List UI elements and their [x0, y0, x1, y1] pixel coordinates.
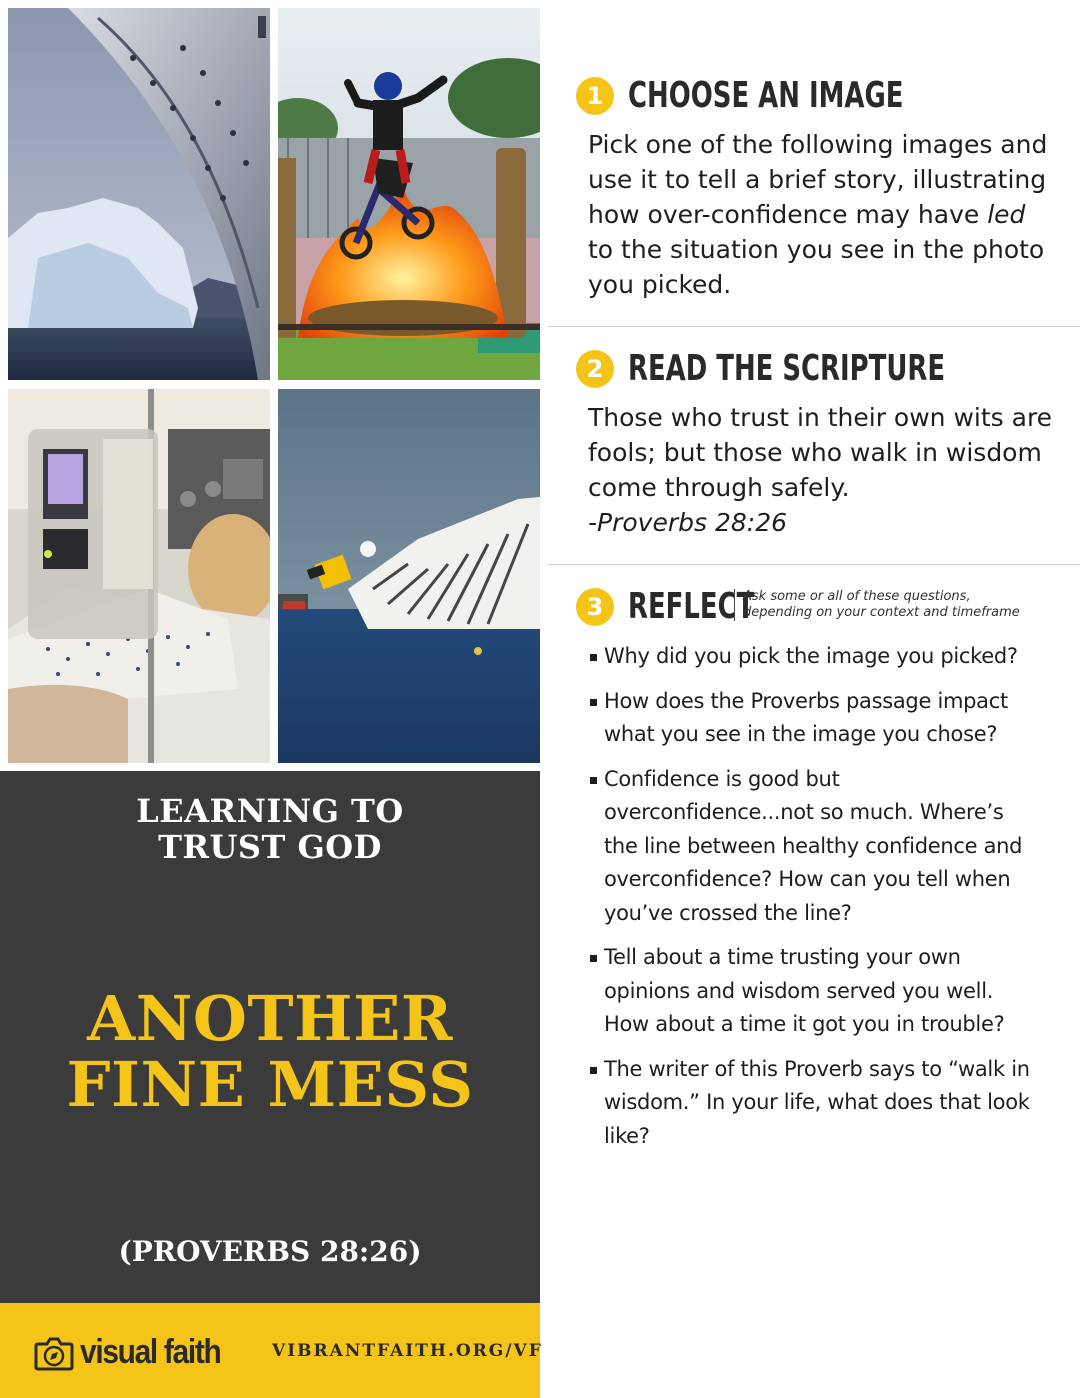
- section-choose-header: [576, 75, 1011, 116]
- capsized-cruise-ship-photo: [278, 389, 540, 763]
- footer: [0, 1303, 543, 1398]
- section-choose-text: [588, 127, 1058, 302]
- section-number-badge: 1: [576, 77, 614, 115]
- main-title: [0, 982, 540, 1121]
- section-scripture-text: [588, 400, 1058, 540]
- logo-text: visual faith: [80, 1333, 221, 1371]
- reflect-note-line-1: Ask some or all of these questions,: [743, 589, 971, 604]
- title-panel: [0, 771, 540, 1303]
- subtitle-line-1: LEARNING TO: [136, 792, 404, 830]
- list-item: Why did you pick the image you picked?: [590, 640, 1040, 674]
- cruise-ship-iceberg-photo: [8, 8, 270, 380]
- hospital-patient-photo: [8, 389, 270, 763]
- main-title-line-1: ANOTHER: [87, 982, 453, 1055]
- visual-faith-logo: [34, 1333, 240, 1372]
- motocross-fire-jump-photo: [278, 8, 540, 380]
- divider: [548, 326, 1080, 327]
- reflect-question-list: [590, 640, 1040, 1164]
- reflect-note-line-2: depending on your context and timeframe: [743, 605, 1020, 620]
- footer-url[interactable]: VIBRANTFAITH.ORG/VF: [272, 1341, 543, 1361]
- section-scripture-header: [576, 348, 1068, 389]
- reflect-instruction-note: [734, 589, 1034, 621]
- list-item: Tell about a time trusting your own opinions and wisdom served you well. How about a time it got you in trouble?: [590, 941, 1040, 1042]
- divider: [548, 564, 1080, 565]
- subtitle-line-2: TRUST GOD: [158, 828, 382, 866]
- compass-camera-icon: [34, 1334, 74, 1372]
- choose-text-part-2: to the situation you see in the photo you picked.: [588, 235, 1045, 299]
- right-column: [548, 0, 1080, 1398]
- main-title-line-2: FINE MESS: [66, 1048, 474, 1121]
- scripture-citation: -Proverbs 28:26: [588, 508, 788, 537]
- section-scripture-title: READ THE SCRIPTURE: [628, 348, 946, 389]
- list-item: Confidence is good but overconfidence...not so much. Where’s the line between healthy confidence and overconfidence? How can you tell when you’ve crossed the line?: [590, 763, 1040, 931]
- list-item: How does the Proverbs passage impact what you see in the image you chose?: [590, 685, 1040, 752]
- scripture-reference: (PROVERBS 28:26): [118, 1235, 422, 1268]
- section-reflect-title: REFLECT: [628, 586, 755, 627]
- section-choose-title: CHOOSE AN IMAGE: [628, 75, 904, 116]
- list-item: The writer of this Proverb says to “walk in wisdom.” In your life, what does that look like?: [590, 1053, 1040, 1154]
- section-number-badge: 2: [576, 350, 614, 388]
- choose-text-part-1: Pick one of the following images and use it to tell a brief story, illustrating how over-confidence may have: [588, 130, 1048, 229]
- choose-text-emphasis: led: [987, 200, 1026, 229]
- scripture-text: Those who trust in their own wits are fools; but those who walk in wisdom come through safely.: [588, 403, 1053, 502]
- subtitle: [0, 793, 540, 865]
- section-number-badge: 3: [576, 588, 614, 626]
